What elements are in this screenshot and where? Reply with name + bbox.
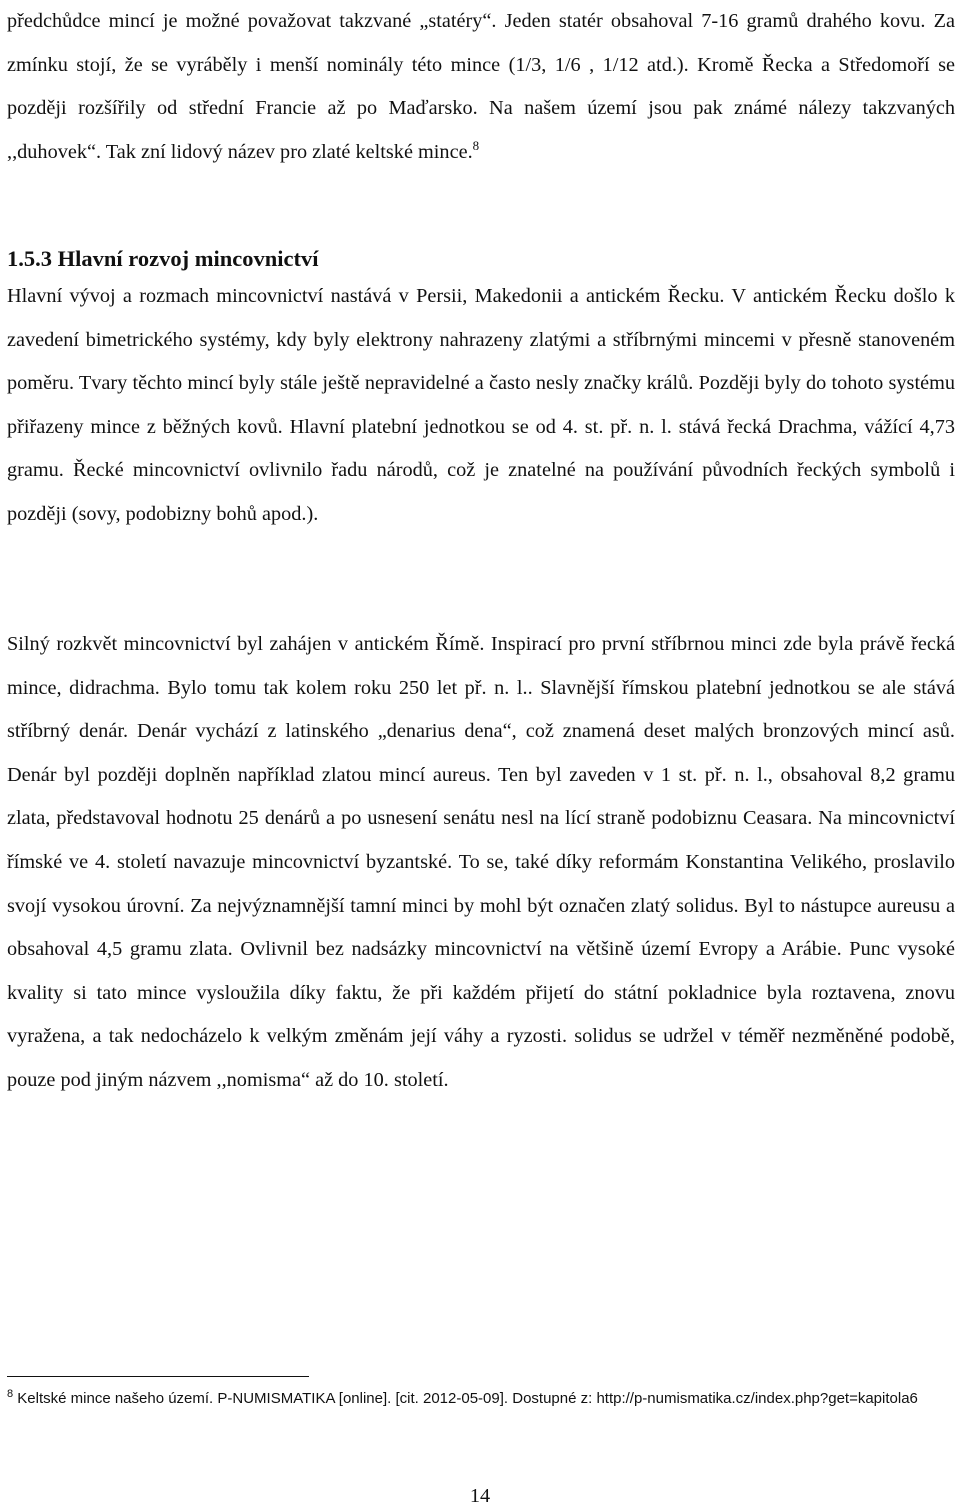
body-paragraph-2: Silný rozkvět mincovnictví byl zahájen v antickém Římě. Inspirací pro první stříbrnou minci zde byla právě řecká mince, didrachma. Bylo tomu tak kolem roku 250 let př. n. l.. Slavnější římskou platební jednotkou se ale stává stříbrný denár. Denár vychází z latinského „denarius dena“, což znamená deset malých bronzových mincí asů. Denár byl později doplněn například zlatou mincí aureus. Ten byl zaveden v 1 st. př. n. l., obsahoval 8,2 gramu zlata, představoval hodnotu 25 denárů a po usnesení senátu nesl na lící straně podobiznu Ceasara. Na mincovnictví římské ve 4. století navazuje mincovnictví byzantské. To se, také díky reformám Konstantina Velikého, proslavilo svojí vysokou úrovní. Za nejvýznamnější tamní minci by mohl být označen zlatý solidus. Byl to nástupce aureusu a obsahoval 4,5 gramu zlata. Ovlivnil bez nadsázky mincovnictví na většině území Evropy a Arábie. Punc vysoké kvality si tato mince vysloužila díky faktu, že při každém přijetí do státní pokladnice byla roztavena, znovu vyražena, a tak nedocházelo k velkým změnám její váhy a ryzosti. solidus se udržel v téměř nezměněné podobě, pouze pod jiným názvem ,,nomisma“ až do 10. století. — [7, 633, 955, 1091]
footnote-divider — [7, 1376, 309, 1377]
page-number: 14 — [469, 1485, 491, 1507]
footnote-text: Keltské mince našeho území. P-NUMISMATIKA [online]. [cit. 2012-05-09]. Dostupné z: http://p-numismatika.cz/index.php?get=kapitola6 — [17, 1390, 918, 1407]
intro-text: předchůdce mincí je možné považovat takzvané „statéry“. Jeden statér obsahoval 7-16 gramů drahého kovu. Za zmínku stojí, že se vyráběly i menší nominály této mince (1/3, 1/6 , 1/12 atd.). Kromě Řecka a Středomoří se později rozšířily od střední Francie až po Maďarsko. Na našem území jsou pak známé nálezy takzvaných ,,duhovek“. Tak zní lidový název pro zlaté keltské mince. — [7, 10, 955, 163]
body-paragraph-1: Hlavní vývoj a rozmach mincovnictví nastává v Persii, Makedonii a antickém Řecku. V antickém Řecku došlo k zavedení bimetrického systémy, kdy byly elektrony nahrazeny zlatými a stříbrnými mincemi v přesně stanoveném poměru. Tvary těchto mincí byly stále ještě nepravidelné a často nesly značky králů. Později byly do tohoto systému přiřazeny mince z běžných kovů. Hlavní platební jednotkou se od 4. st. př. n. l. stává řecká Drachma, vážící 4,73 gramu. Řecké mincovnictví ovlivnilo řadu národů, což je znatelné na používání původních řeckých symbolů i později (sovy, podobizny bohů apod.). — [7, 285, 955, 525]
footnote-marker: 8 — [7, 1388, 14, 1400]
section-heading: 1.5.3 Hlavní rozvoj mincovnictví — [7, 246, 319, 271]
intro-paragraph — [7, 0, 955, 174]
footnote — [7, 1386, 955, 1412]
footnote-reference[interactable]: 8 — [472, 138, 480, 154]
